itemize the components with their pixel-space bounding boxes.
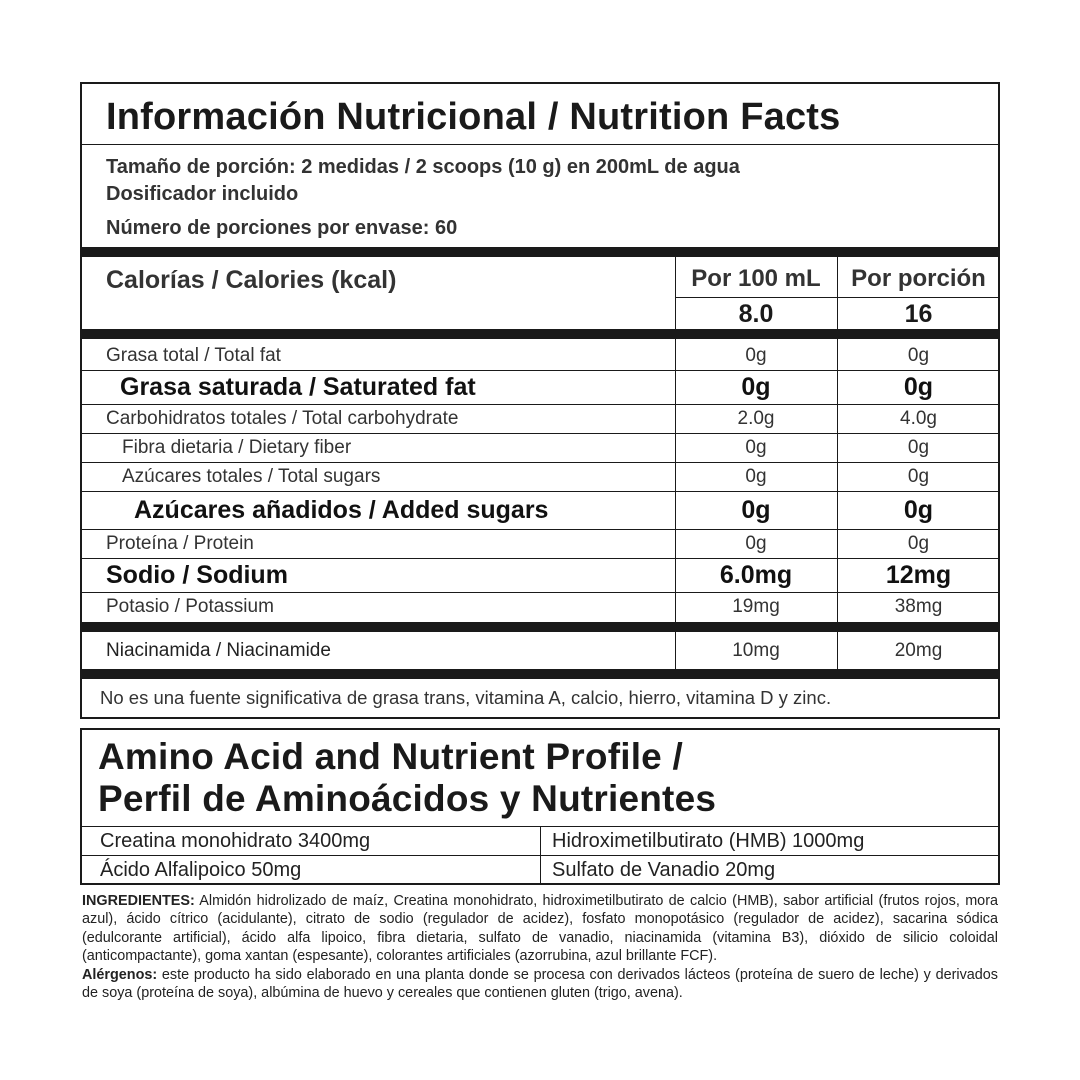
nutrient-value-per-100ml: 0g [745, 533, 767, 554]
calories-label: Calorías / Calories (kcal) [106, 266, 397, 294]
calories-per-100ml: 8.0 [738, 300, 774, 328]
nutrient-row [82, 558, 998, 592]
nutrient-row [82, 462, 998, 492]
nutrient-value-per-100ml: 19mg [732, 596, 780, 617]
divider [675, 297, 998, 298]
ingredients-text: Almidón hidrolizado de maíz, Creatina monohidrato, hidroximetilbutirato de calcio (HMB), sabor artificial (frutos rojos, mora azul), ácido cítrico (acidulante), citrato de sodio (regulador de acidez), fosfato monopotásico (regulador de acidez), sacarina sódica (edulcorante artificial), ácido alfa lipoico, fibra dietaria, sulfato de vanadio, niacinamida (vitamina B3), dióxido de silicio coloidal (anticompactante), goma xantan (espesante), colorantes artificiales (azorrubina, azul brillante FCF). [82, 893, 998, 965]
nutrient-value-per-serving: 0g [907, 466, 930, 487]
amino-acid-profile-panel [80, 728, 1000, 885]
nutrient-row [82, 370, 998, 404]
nutrient-cell: Creatina monohidrato 3400mg [100, 830, 371, 852]
nutrient-label: Azúcares totales / Total sugars [122, 466, 381, 487]
nutrient-value-per-serving: 0g [903, 372, 934, 401]
thick-divider [82, 329, 998, 339]
nutrient-cell: Sulfato de Vanadio 20mg [552, 859, 776, 881]
ingredients-label: INGREDIENTES: [82, 893, 195, 909]
allergens-text: este producto ha sido elaborado en una planta donde se procesa con derivados lácteos (proteína de suero de leche) y derivados de soya (proteína de soya), albúmina de huevo y cereales que contienen gluten (trigo, avena). [82, 966, 998, 1002]
nutrient-value-per-serving: 0g [903, 495, 934, 524]
thick-divider [82, 622, 998, 632]
nutrient-label: Sodio / Sodium [106, 560, 288, 589]
nutrient-value-per-100ml: 0g [741, 495, 771, 524]
nutrition-facts-panel [80, 82, 1000, 719]
nutrient-label: Niacinamida / Niacinamide [106, 640, 331, 661]
nutrient-value-per-100ml: 10mg [732, 640, 780, 661]
amino-title-line1: Amino Acid and Nutrient Profile / [98, 736, 683, 777]
nutrient-value-per-serving: 0g [907, 345, 930, 366]
divider [82, 144, 998, 145]
nutrient-row [82, 433, 998, 463]
nutrient-label: Potasio / Potassium [106, 596, 274, 617]
nutrient-label: Proteína / Protein [106, 533, 254, 554]
amino-title-line2: Perfil de Aminoácidos y Nutrientes [98, 778, 717, 819]
nutrient-label: Grasa total / Total fat [106, 345, 281, 366]
ingredients-block [82, 892, 998, 1002]
per-serving-header: Por porción [851, 265, 986, 292]
nutrient-value-per-serving: 0g [907, 437, 930, 458]
serving-size: Tamaño de porción: 2 medidas / 2 scoops (10 g) en 200mL de agua [106, 156, 740, 178]
nutrient-label: Grasa saturada / Saturated fat [120, 372, 476, 401]
nutrient-value-per-serving: 38mg [894, 596, 943, 617]
nutrient-row [82, 341, 998, 371]
footnote: No es una fuente significativa de grasa trans, vitamina A, calcio, hierro, vitamina D y zinc. [100, 687, 832, 708]
nutrient-label: Carbohidratos totales / Total carbohydrate [106, 408, 459, 429]
nutrient-row [82, 404, 998, 434]
dispenser-note: Dosificador incluido [106, 183, 299, 205]
nutrient-value-per-serving: 0g [907, 533, 930, 554]
nutrient-value-per-100ml: 2.0g [737, 408, 775, 429]
thick-divider [82, 669, 998, 679]
nutrient-label: Azúcares añadidos / Added sugars [134, 495, 549, 524]
nutrient-row [82, 491, 998, 529]
nutrient-row [82, 634, 998, 668]
nutrient-row [82, 529, 998, 559]
nutrient-value-per-100ml: 0g [745, 466, 767, 487]
nutrient-value-per-100ml: 0g [745, 345, 767, 366]
nutrient-value-per-serving: 12mg [885, 560, 952, 589]
column-divider [540, 826, 541, 885]
nutrient-value-per-serving: 4.0g [900, 408, 937, 429]
nutrition-title: Información Nutricional / Nutrition Facts [106, 96, 841, 138]
nutrient-row [82, 592, 998, 622]
nutrient-value-per-100ml: 0g [741, 372, 771, 401]
thick-divider [82, 247, 998, 257]
servings-per-container: Número de porciones por envase: 60 [106, 217, 458, 239]
nutrient-value-per-serving: 20mg [894, 640, 943, 661]
calories-per-serving: 16 [904, 300, 933, 328]
nutrient-cell: Ácido Alfalipoico 50mg [100, 859, 302, 881]
nutrient-label: Fibra dietaria / Dietary fiber [122, 437, 352, 458]
per-100ml-header: Por 100 mL [691, 265, 821, 292]
nutrient-value-per-100ml: 0g [745, 437, 767, 458]
nutrient-cell: Hidroximetilbutirato (HMB) 1000mg [552, 830, 865, 852]
nutrient-value-per-100ml: 6.0mg [719, 560, 793, 589]
allergens-label: Alérgenos: [82, 966, 158, 983]
